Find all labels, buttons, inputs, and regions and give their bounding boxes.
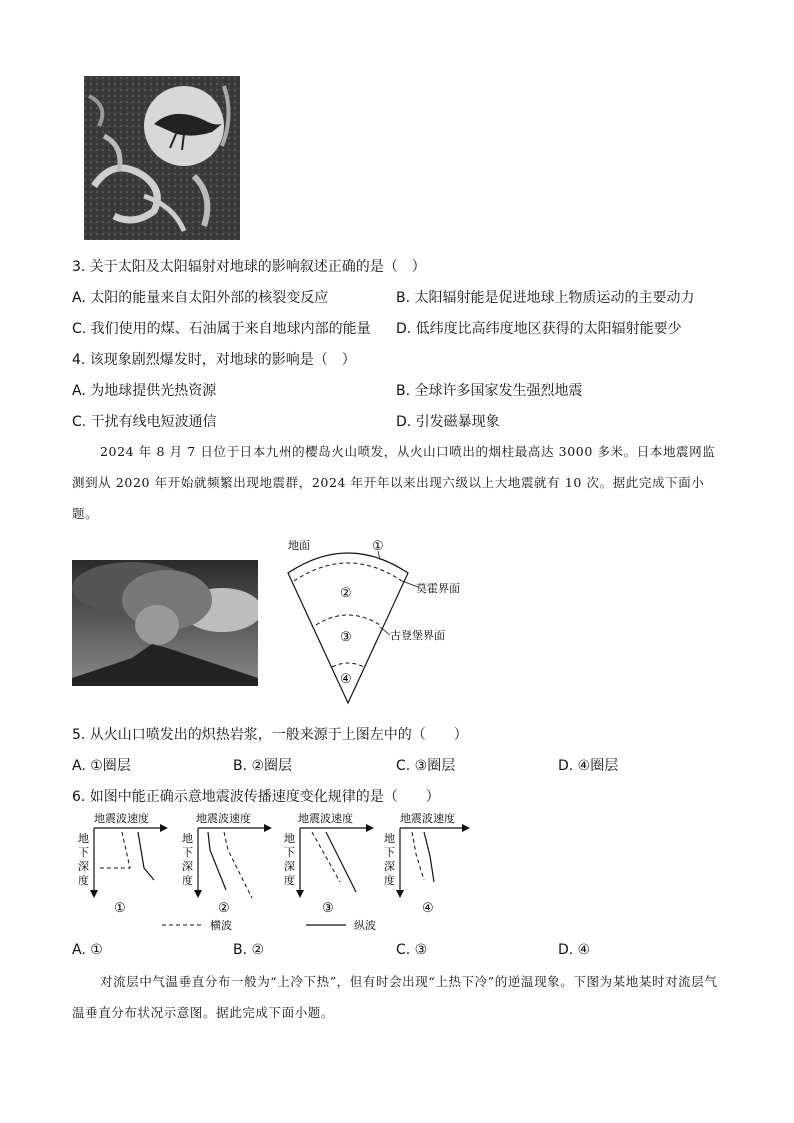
q4-option-b: B. 全球许多国家发生强烈地震 (396, 383, 583, 399)
y-axis-char: 下 (182, 846, 193, 859)
layer-4-marker: ④ (340, 672, 352, 687)
y-axis-char: 深 (78, 860, 89, 873)
q3-option-d: D. 低纬度比高纬度地区获得的太阳辐射能要少 (396, 321, 682, 337)
q3-stem: 3. 关于太阳及太阳辐射对地球的影响叙述正确的是（ ） (72, 259, 426, 275)
x-axis-label-1: 地震波速度 (94, 812, 149, 825)
y-axis-char: 下 (284, 846, 295, 859)
y-axis-char: 度 (78, 874, 89, 887)
q6-option-d: D. ④ (558, 942, 591, 958)
y-axis-char: 度 (384, 874, 395, 887)
q4-option-c: C. 干扰有线电短波通信 (72, 414, 217, 430)
wave-graph-3 (284, 811, 374, 916)
passage-volcano: 2024 年 8 月 7 日位于日本九州的樱岛火山喷发，从火山口喷出的烟柱最高达 3000 多米。日本地震网监测到从 2020 年开始就频繁出现地震群，2024 年开年以来出现六级以上大地震就有 10 次。据此完成下面小题。 (72, 444, 716, 521)
x-axis-label-3: 地震波速度 (298, 812, 353, 825)
gutenberg-label: 古登堡界面 (390, 629, 445, 642)
panel-label-2: ② (218, 901, 230, 916)
q4-option-a: A. 为地球提供光热资源 (72, 383, 217, 399)
earth-interior-diagram (270, 535, 490, 710)
legend-p-wave: 纵波 (354, 919, 376, 932)
y-axis-char: 度 (284, 874, 295, 887)
y-axis-char: 地 (284, 832, 295, 845)
panel-label-1: ① (114, 901, 126, 916)
q3-option-c: C. 我们使用的煤、石油属于来自地球内部的能量 (72, 321, 371, 337)
y-axis-char: 深 (182, 860, 193, 873)
q6-option-b: B. ② (233, 942, 265, 958)
q4-stem: 4. 该现象剧烈爆发时，对地球的影响是（ ） (72, 352, 356, 368)
y-axis-char: 下 (384, 846, 395, 859)
q4-option-d: D. 引发磁暴现象 (396, 414, 500, 430)
panel-label-3: ③ (322, 901, 334, 916)
x-axis-label-4: 地震波速度 (400, 812, 455, 825)
sun-bird-painting (84, 76, 240, 240)
layer-2-marker: ② (340, 586, 352, 601)
q3-option-b: B. 太阳辐射能是促进地球上物质运动的主要动力 (396, 290, 695, 306)
q5-stem: 5. 从火山口喷发出的炽热岩浆，一般来源于上图左中的（ ） (72, 727, 468, 743)
volcano-photo (72, 560, 258, 686)
passage-temperature-inversion: 对流层中气温垂直分布一般为“上冷下热”，但有时会出现“上热下冷”的逆温现象。下图为某地某时对流层气温垂直分布状况示意图。据此完成下面小题。 (72, 974, 718, 1020)
wave-graph-1 (78, 811, 168, 916)
panel-label-4: ④ (422, 901, 434, 916)
seismic-wave-graphs (70, 810, 490, 935)
q6-option-a: A. ① (72, 942, 103, 958)
q6-option-c: C. ③ (396, 942, 428, 958)
layer-1-marker: ① (372, 539, 384, 554)
y-axis-char: 地 (78, 832, 89, 845)
y-axis-char: 地 (384, 832, 395, 845)
q3-option-a: A. 太阳的能量来自太阳外部的核裂变反应 (72, 290, 329, 306)
legend-s-wave: 横波 (210, 919, 232, 932)
wave-graph-4 (384, 811, 470, 916)
wave-legend (162, 918, 376, 932)
q5-option-d: D. ④圈层 (558, 758, 619, 774)
y-axis-char: 深 (384, 860, 395, 873)
y-axis-char: 下 (78, 846, 89, 859)
x-axis-label-2: 地震波速度 (196, 812, 251, 825)
wave-graph-2 (182, 811, 272, 916)
q6-stem: 6. 如图中能正确示意地震波传播速度变化规律的是（ ） (72, 789, 440, 805)
surface-label: 地面 (288, 539, 310, 552)
layer-3-marker: ③ (340, 630, 352, 645)
q5-option-b: B. ②圈层 (233, 758, 293, 774)
moho-label: 莫霍界面 (416, 582, 460, 595)
y-axis-char: 度 (182, 874, 193, 887)
y-axis-char: 地 (182, 832, 193, 845)
y-axis-char: 深 (284, 860, 295, 873)
q5-option-c: C. ③圈层 (396, 758, 456, 774)
q5-option-a: A. ①圈层 (72, 758, 131, 774)
